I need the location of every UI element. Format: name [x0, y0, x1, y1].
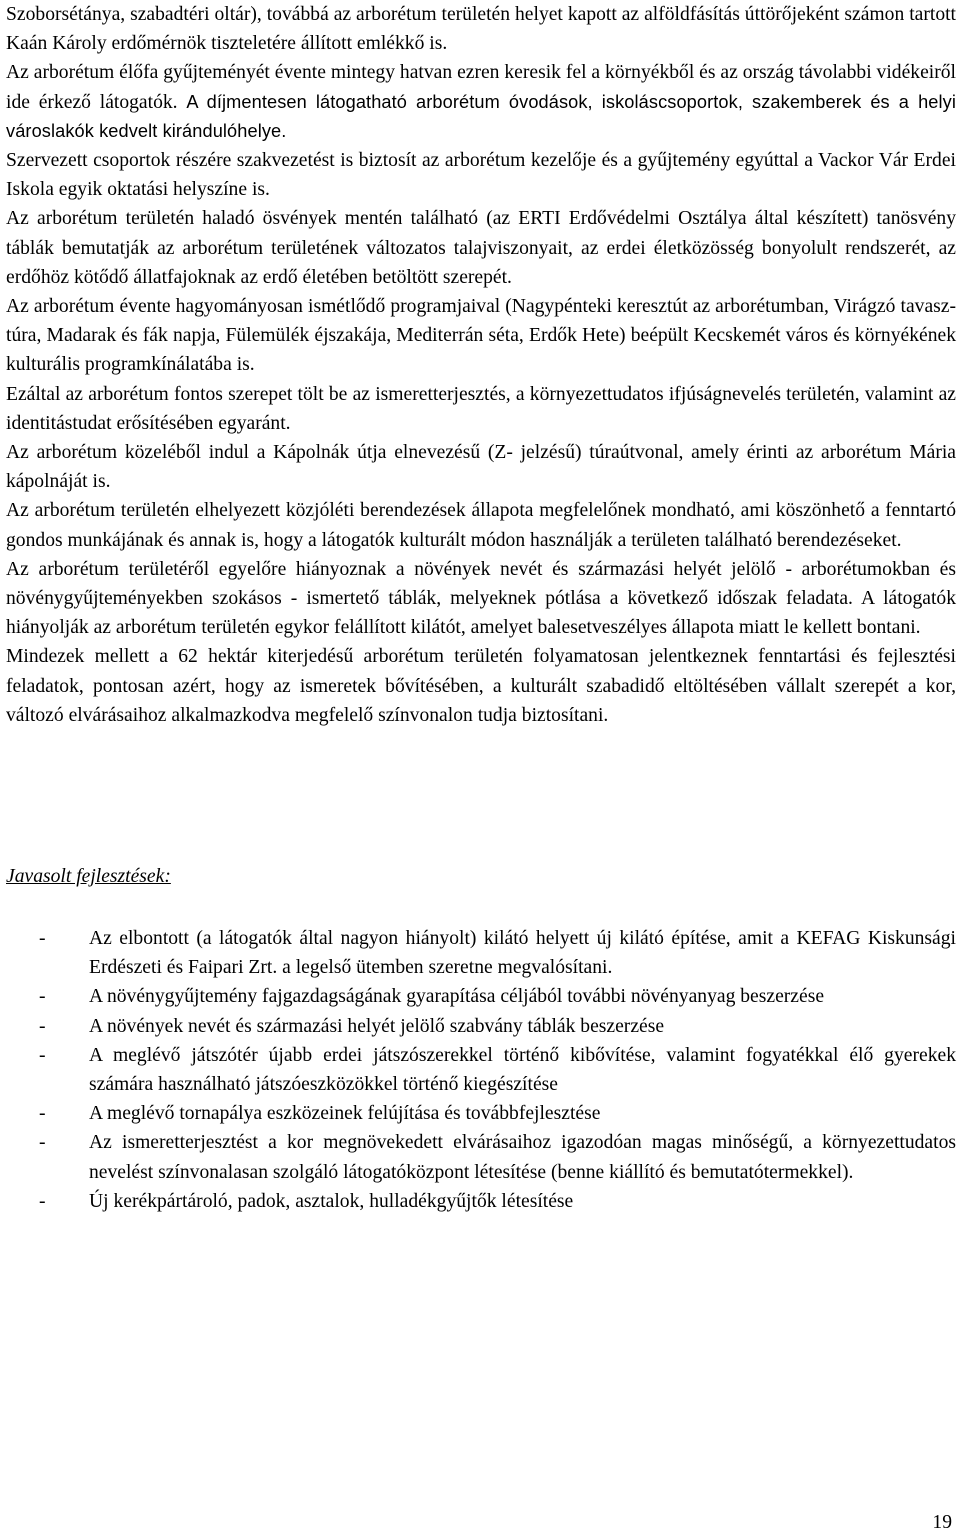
list-dash: - [39, 1044, 46, 1066]
list-item-text: A növénygyűjtemény fajgazdagságának gyarapítása céljából további növényanyag beszerzése [89, 986, 825, 1008]
paragraph-visitors [6, 58, 956, 146]
paragraph-guided-tours [6, 146, 956, 204]
list-dash: - [39, 1015, 46, 1037]
paragraph-text: Ezáltal az arborétum fontos szerepet tölt be az ismeretterjesztés, a környezettudatos ifjúságnevelés területén, valamint az identitástudat erősítésében egyaránt. [6, 383, 956, 434]
paragraph-text: Szoborsétánya, szabadtéri oltár), továbbá az arborétum területén helyet kapott az alföldfásítás úttörőjeként számon tartott Kaán Károly erdőmérnök tiszteletére állított emlékkő is. [6, 4, 956, 55]
paragraph-missing-signs [6, 555, 956, 643]
paragraph-text: Az arborétum évente hagyományosan ismétlődő programjaival (Nagypénteki keresztút az arborétumban, Virágzó tavasz-túra, Madarak és fák napja, Fülemülék éjszakája, Mediterrán séta, Erdők Hete) beépült Kecskemét város és környékének kulturális programkínálatába is. [6, 296, 956, 376]
paragraph-text: Az arborétum területén elhelyezett közjóléti berendezések állapota megfelelőnek mondható, ami köszönhető a fenntartó gondos munkájának és annak is, hogy a látogatók kulturált módon használják a területen található berendezéseket. [6, 500, 956, 551]
list-item [6, 1099, 956, 1128]
list-item [6, 1041, 956, 1099]
paragraph-programs [6, 292, 956, 380]
body-text [6, 0, 956, 730]
list-dash: - [39, 1132, 46, 1154]
paragraph-text: Az arborétum élőfa gyűjteményét évente mintegy hatvan ezren keresik fel a környékből és az ország távolabbi vidékeiről ide érkező látogatók. [6, 62, 956, 113]
paragraph-memorial-stone [6, 0, 956, 58]
list-item-text: Az ismeretterjesztést a kor megnövekedett elvárásaihoz igazodóan magas minőségű, a környezettudatos nevelést színvonalasan szolgáló látogatóközpont létesítése (benne kiállító és bemutatótermekkel). [89, 1132, 956, 1183]
list-item [6, 1128, 956, 1186]
list-item [6, 924, 956, 982]
paragraph-maintenance [6, 642, 956, 730]
list-item [6, 1187, 956, 1216]
page-number: 19 [932, 1512, 952, 1533]
paragraph-text: Mindezek mellett a 62 hektár kiterjedésű arborétum területén folyamatosan jelentkeznek fenntartási és fejlesztési feladatok, pontosan azért, hogy az ismeretek bővítésében, a kulturált szabadidő eltöltésében vállalt szerepét a kor, változó elvárásaihoz alkalmazkodva megfelelő színvonalon tudja biztosítani. [6, 646, 956, 726]
list-dash: - [39, 1103, 46, 1125]
list-item-text: A meglévő tornapálya eszközeinek felújítása és továbbfejlesztése [89, 1103, 601, 1125]
list-item-text: A növények nevét és származási helyét jelölő szabvány táblák beszerzése [89, 1015, 665, 1037]
list-dash: - [39, 928, 46, 949]
section-heading: Javasolt fejlesztések: [6, 866, 171, 887]
paragraph-education [6, 380, 956, 438]
paragraph-facilities [6, 496, 956, 554]
development-list [6, 924, 956, 1216]
paragraph-text: Az arborétum területéről egyelőre hiányoznak a növények nevét és származási helyét jelölő - arborétumokban és növénygyűjteményekben szokásos - ismertető táblák, melyeknek pótlása a következő időszak feladata. A látogatók hiányolják az arborétum területén egykor felállított kilátót, amelyet balesetveszélyes állapota miatt le kellett bontani. [6, 558, 956, 639]
list-item [6, 1012, 956, 1041]
list-dash: - [39, 986, 46, 1008]
paragraph-text: Szervezett csoportok részére szakvezetést is biztosít az arborétum kezelője és a gyűjtemény egyúttal a Vackor Vár Erdei Iskola egyik oktatási helyszíne is. [6, 150, 956, 201]
paragraph-hiking-route [6, 438, 956, 496]
paragraph-nature-trail [6, 204, 956, 292]
list-item-text: A meglévő játszótér újabb erdei játszószerekkel történő kibővítése, valamint fogyatékkal élő gyerekek számára használható játszóeszközökkel történő kiegészítése [89, 1044, 956, 1096]
list-item [6, 982, 956, 1011]
paragraph-text-free-entry: A díjmentesen látogatható arborétum óvodások, iskoláscsoportok, szakemberek és a helyi városlakók kedvelt kirándulóhelye. [6, 91, 956, 141]
list-item-text: Új kerékpártároló, padok, asztalok, hulladékgyűjtők létesítése [89, 1190, 574, 1212]
paragraph-text: Az arborétum területén haladó ösvények mentén található (az ERTI Erdővédelmi Osztálya által készített) tanösvény táblák bemutatják az arborétum területének változatos talajviszonyait, az erdei életközösség bonyolult rendszerét, az erdőhöz kötődő állatfajoknak az erdő életében betöltött szerepét. [6, 208, 956, 288]
document-page [6, 0, 956, 730]
list-item-text: Az elbontott (a látogatók által nagyon hiányolt) kilátó helyett új kilátó építése, amit a KEFAG Kiskunsági Erdészeti és Faipari Zrt. a legelső ütemben szeretne megvalósítani. [89, 928, 956, 979]
list-dash: - [39, 1190, 46, 1212]
paragraph-text: Az arborétum közeléből indul a Kápolnák útja elnevezésű (Z- jelzésű) túraútvonal, amely érinti az arborétum Mária kápolnáját is. [6, 442, 956, 493]
